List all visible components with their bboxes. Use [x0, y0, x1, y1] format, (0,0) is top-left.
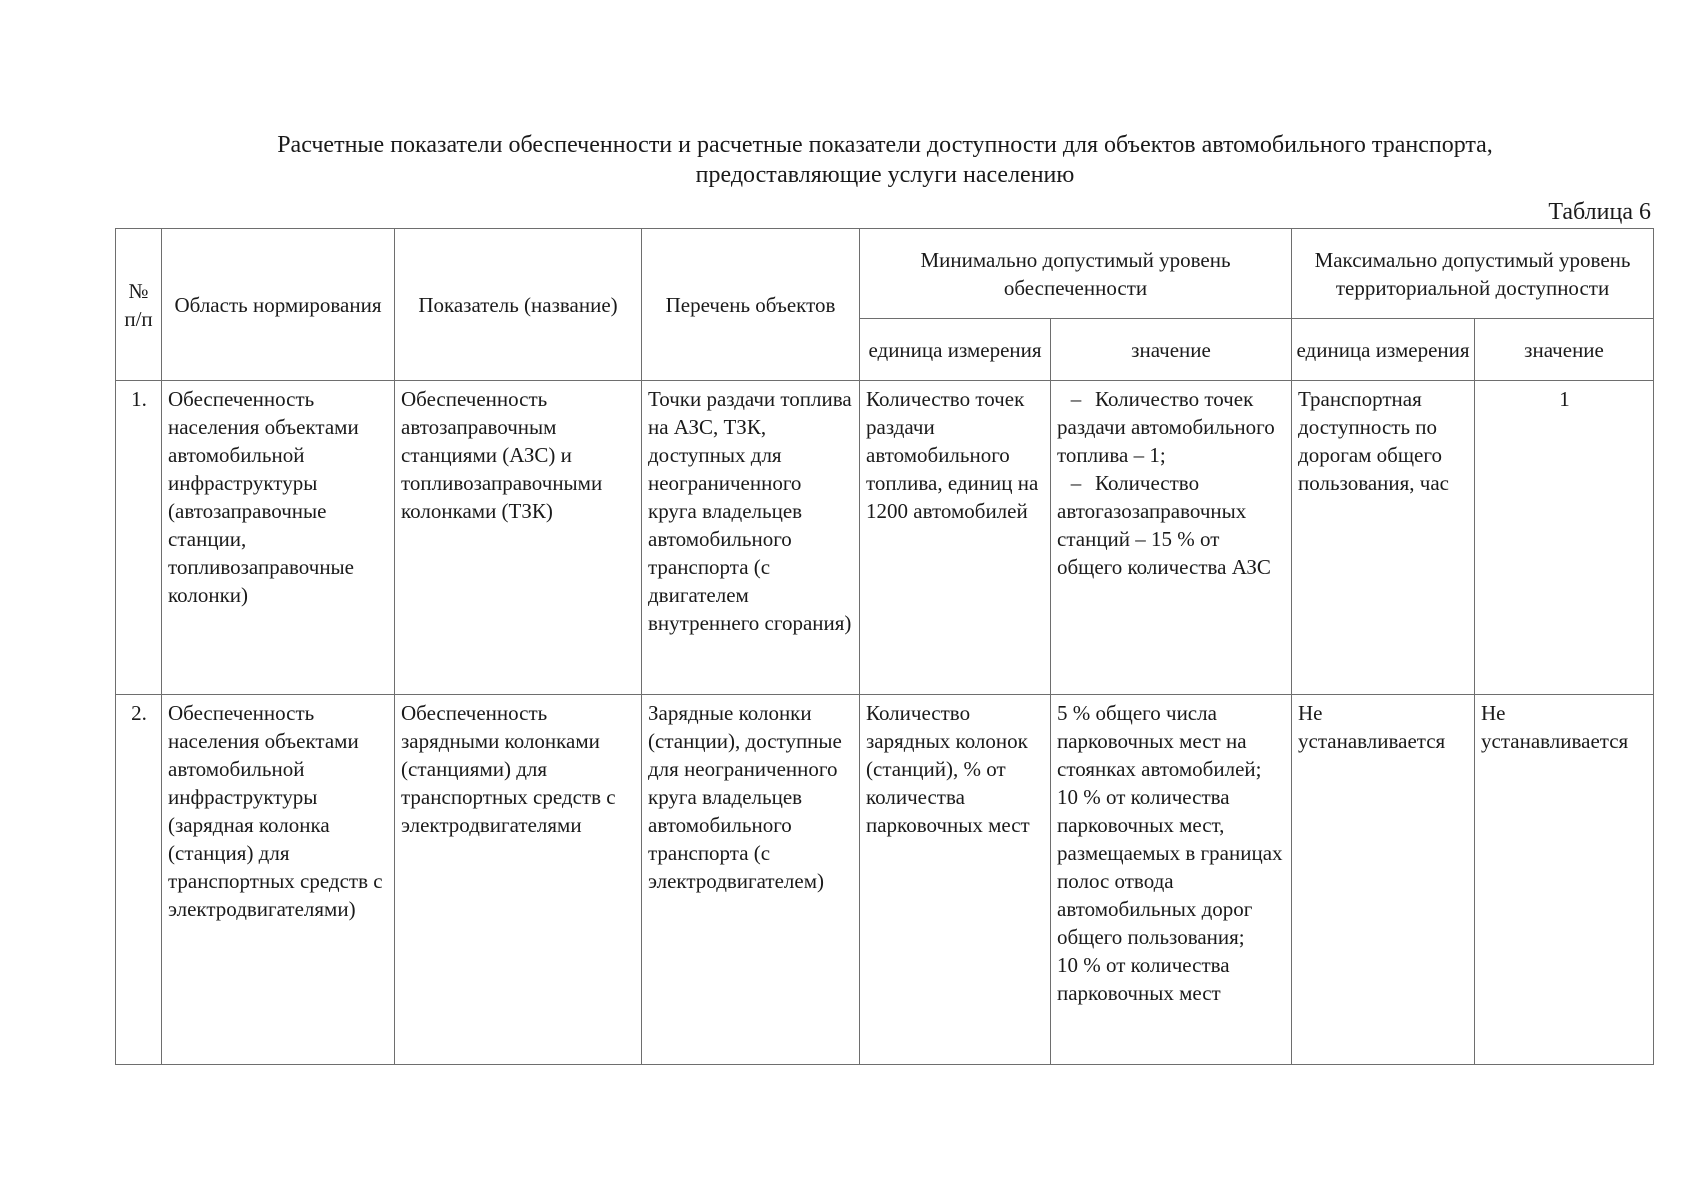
value-paragraph: 10 % от количества парковочных мест, размещаемых в границах полос отвода автомобильных дорог общего пользования; — [1057, 785, 1283, 949]
cell-objects: Точки раздачи топлива на АЗС, ТЗК, доступных для неограниченного круга владельцев автомобильного транспорта (с двигателем внутреннего сгорания) — [642, 381, 860, 695]
title-line-2: предоставляющие услуги населению — [695, 162, 1075, 188]
bullet-text: Количество точек раздачи автомобильного топлива – 1; — [1057, 387, 1275, 467]
table-label: Таблица 6 — [1548, 199, 1651, 225]
header-row-1 — [116, 229, 1654, 319]
cell-max-unit: Транспортная доступность по дорогам общего пользования, час — [1292, 381, 1475, 695]
header-max-value: значение — [1475, 319, 1654, 381]
value-paragraph: 5 % общего числа парковочных мест на стоянках автомобилей; — [1057, 701, 1262, 781]
dash-icon: – — [1070, 387, 1082, 411]
cell-max-value: Не устанавливается — [1475, 695, 1654, 1065]
bullet-text: Количество автогазозаправочных станций – 15 % от общего количества АЗС — [1057, 471, 1271, 579]
header-max-unit: единица измерения — [1292, 319, 1475, 381]
cell-num: 1. — [116, 381, 162, 695]
cell-indicator: Обеспеченность зарядными колонками (станциями) для транспортных средств с электродвигателями — [395, 695, 642, 1065]
cell-min-unit: Количество зарядных колонок (станций), % от количества парковочных мест — [860, 695, 1051, 1065]
cell-objects: Зарядные колонки (станции), доступные для неограниченного круга владельцев автомобильного транспорта (с электродвигателем) — [642, 695, 860, 1065]
cell-min-unit: Количество точек раздачи автомобильного топлива, единиц на 1200 автомобилей — [860, 381, 1051, 695]
cell-min-value — [1051, 381, 1292, 695]
value-paragraph: 10 % от количества парковочных мест — [1057, 953, 1230, 1005]
header-num: № п/п — [116, 229, 162, 381]
cell-indicator: Обеспеченность автозаправочным станциями (АЗС) и топливозаправочными колонками (ТЗК) — [395, 381, 642, 695]
cell-area: Обеспеченность населения объектами автомобильной инфраструктуры (зарядная колонка (станция) для транспортных средств с электродвигателями) — [162, 695, 395, 1065]
table-row — [116, 695, 1654, 1065]
header-objects: Перечень объектов — [642, 229, 860, 381]
cell-max-value: 1 — [1475, 381, 1654, 695]
dash-icon: – — [1070, 471, 1082, 495]
bullet-item — [1057, 385, 1286, 469]
cell-area: Обеспеченность населения объектами автомобильной инфраструктуры (автозаправочные станции, топливозаправочные колонки) — [162, 381, 395, 695]
table-row — [116, 381, 1654, 695]
bullet-item — [1057, 469, 1286, 581]
standards-table — [115, 228, 1654, 1065]
cell-max-unit: Не устанавливается — [1292, 695, 1475, 1065]
header-min-unit: единица измерения — [860, 319, 1051, 381]
document-title — [115, 130, 1655, 190]
title-line-1: Расчетные показатели обеспеченности и расчетные показатели доступности для объектов автомобильного транспорта, — [277, 132, 1493, 158]
header-min-level: Минимально допустимый уровень обеспеченности — [860, 229, 1292, 319]
header-min-value: значение — [1051, 319, 1292, 381]
cell-min-value — [1051, 695, 1292, 1065]
header-max-level: Максимально допустимый уровень территориальной доступности — [1292, 229, 1654, 319]
cell-num: 2. — [116, 695, 162, 1065]
header-indicator: Показатель (название) — [395, 229, 642, 381]
header-area: Область нормирования — [162, 229, 395, 381]
